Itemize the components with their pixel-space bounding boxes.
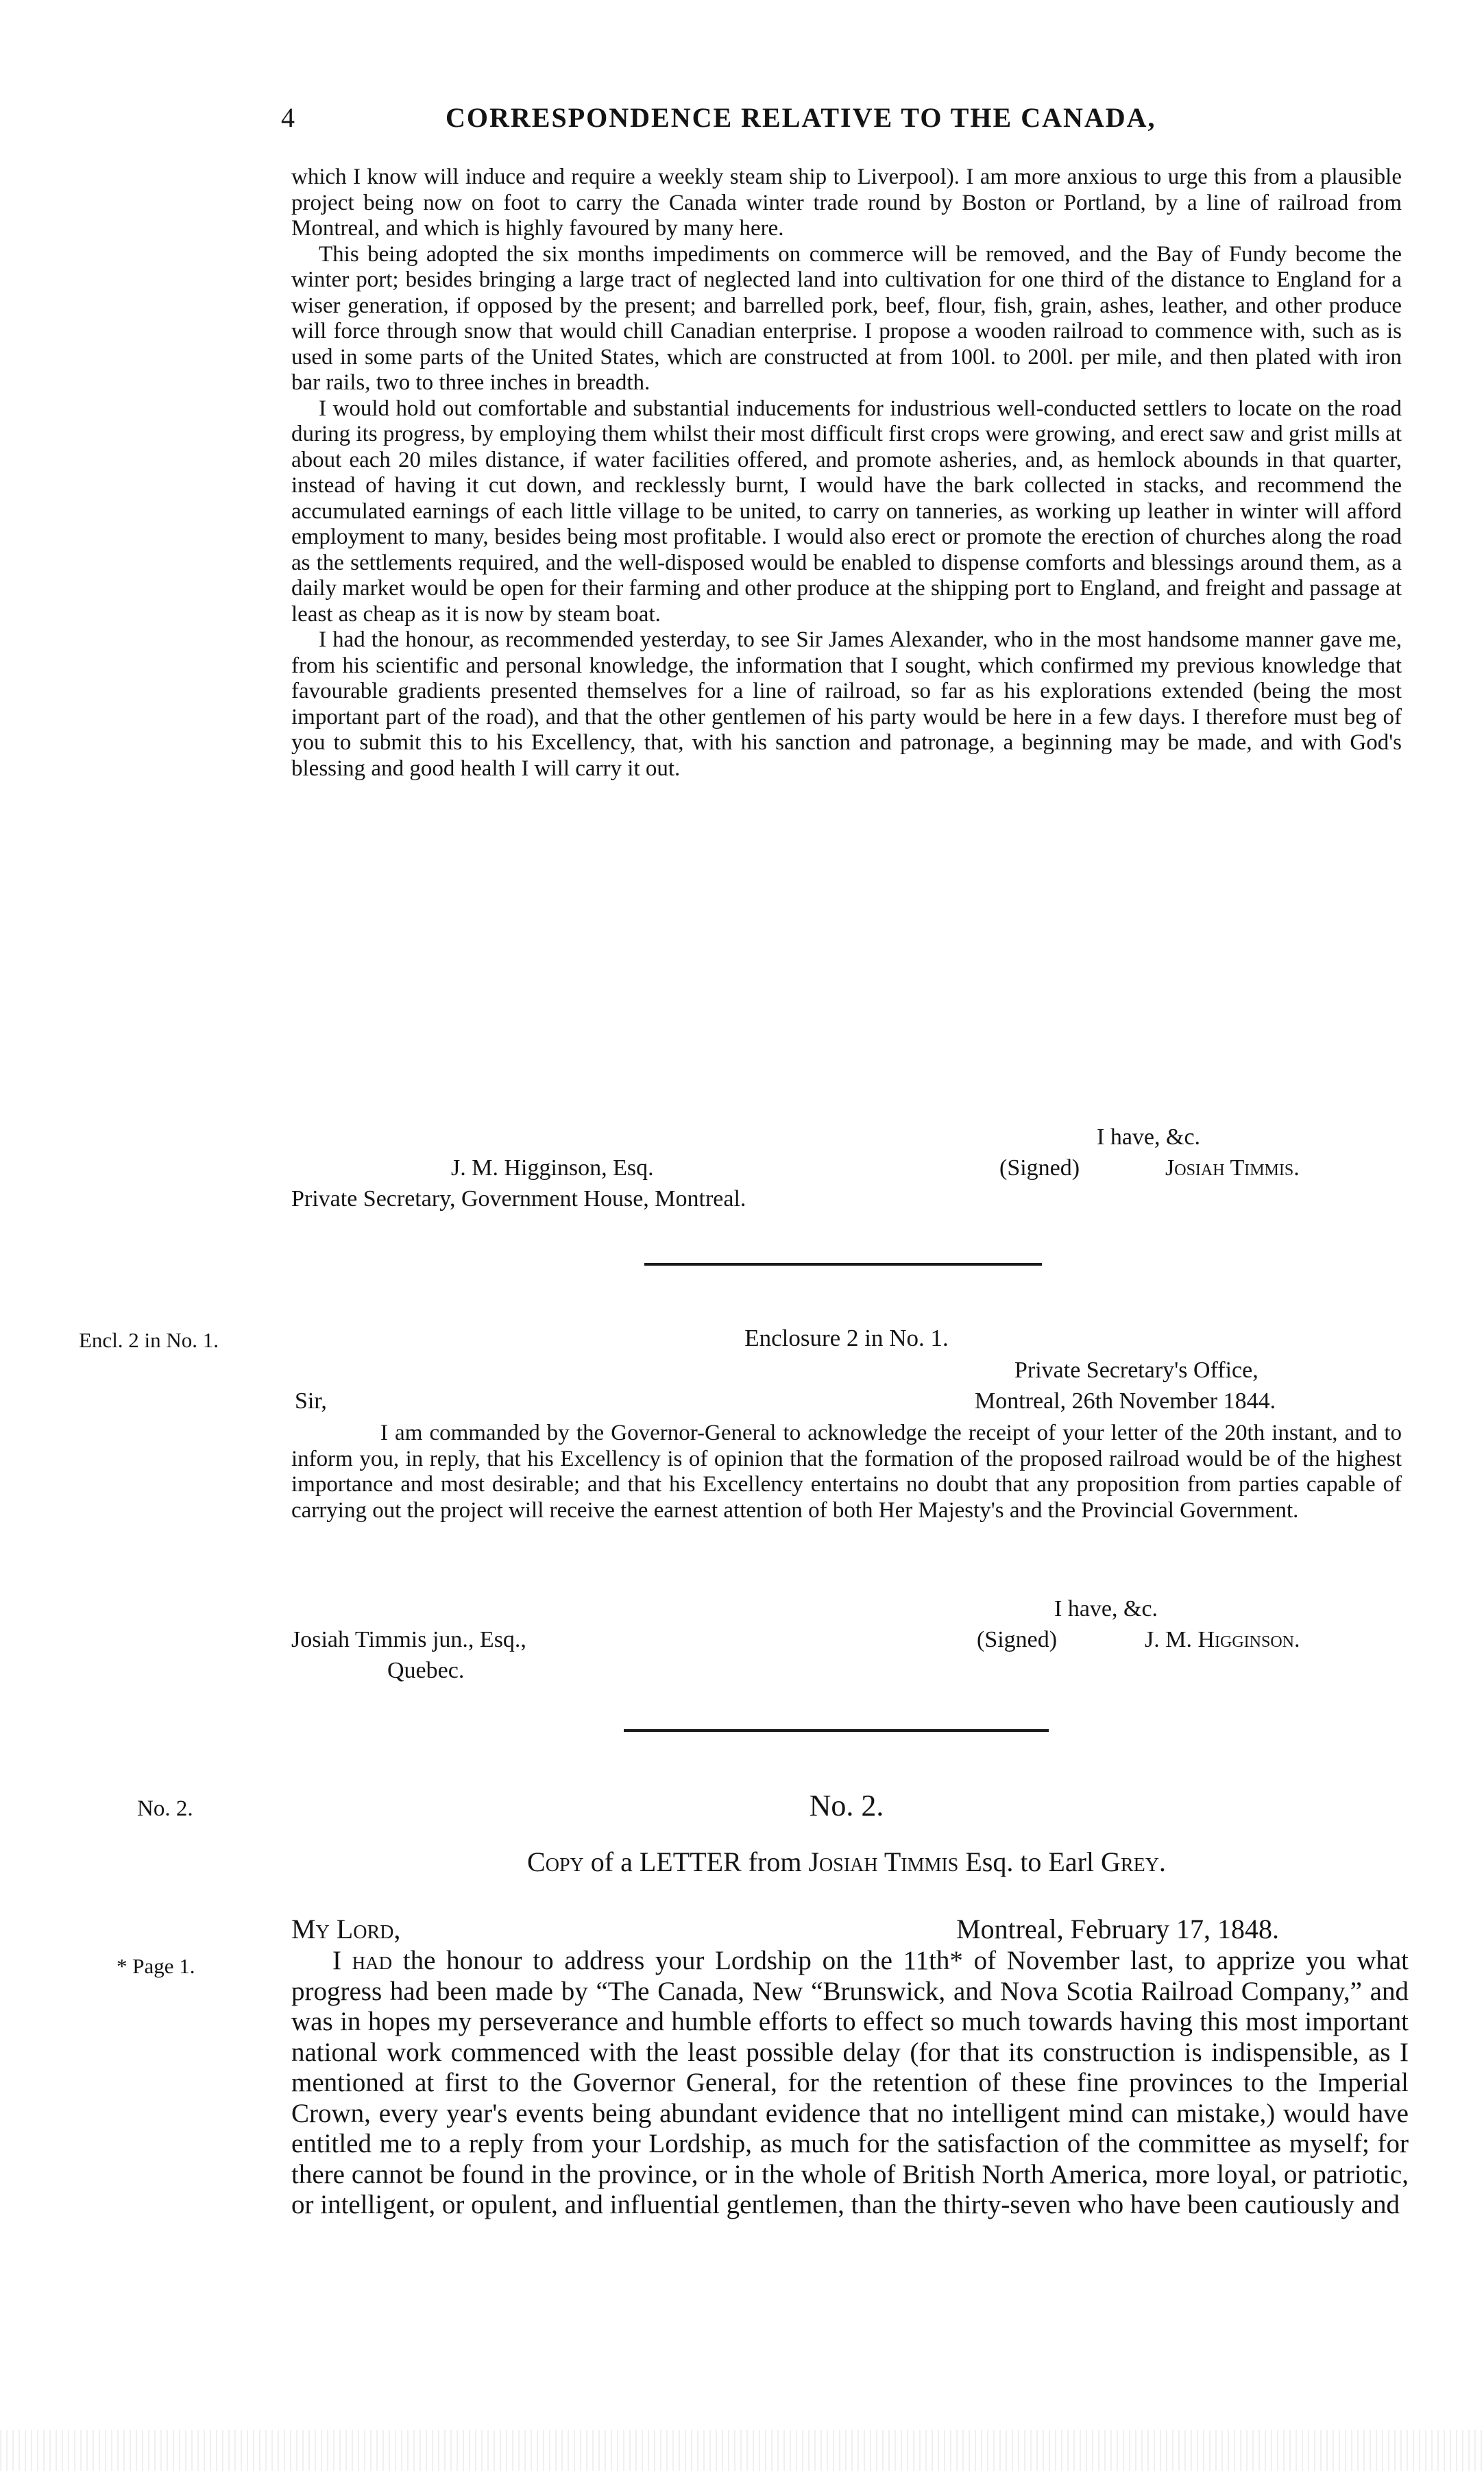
title-letter: LETTER <box>639 1846 742 1877</box>
footnote-marker: * Page 1. <box>117 1954 195 1978</box>
letter-2-body <box>291 1946 1409 2221</box>
letter-2-title <box>291 1846 1402 1878</box>
letter-1-signatory: Josiah Timmis. <box>1165 1155 1300 1181</box>
letter-1-signed: (Signed) <box>999 1155 1080 1181</box>
paragraph: This being adopted the six months impediments on commerce will be removed, and the Bay of Fundy become the winter port; besides bringing a large tract of neglected land into cultivation for one third of the distance to England for a wiser generation, if opposed by the present; and barrelled pork, beef, flour, fish, grain, ashes, leather, and other produce will force through snow that would chill Canadian enterprise. I propose a wooden railroad to commence with, such as is used in some parts of the United States, which are constructed at from 100l. to 200l. per mile, and then plated with iron bar rails, two to three inches in breadth. <box>291 241 1402 395</box>
page-number: 4 <box>281 102 295 133</box>
margin-note-encl-2: Encl. 2 in No. 1. <box>79 1328 219 1352</box>
running-title: CORRESPONDENCE RELATIVE TO THE CANADA, <box>446 102 1156 133</box>
letter-1-body <box>291 165 1402 782</box>
enclosure-2-signatory: J. M. Higginson. <box>1145 1627 1300 1652</box>
paragraph: I would hold out comfortable and substantial inducements for industrious well-conducted settlers to locate on the road during its progress, by employing them whilst their most difficult first crops were growing, and erect saw and grist mills at about each 20 miles distance, if water facilities offered, and promote asheries, and, as hemlock abounds in that quarter, instead of having it cut down, and recklessly burnt, I would have the bark collected in stacks, and recommend the accumulated earnings of each little village to be united, to carry on tanneries, as working up leather in winter will afford employment to many, besides being most profitable. I would also erect or promote the erection of churches along the road as the settlements required, and the well-disposed would be enabled to dispense comforts and blessings around them, as a daily market would be open for their farming and other produce at the shipping port to England, and freight and passage at least as cheap as it is now by steam boat. <box>291 396 1402 627</box>
title-sender: Josiah Timmis <box>808 1846 959 1877</box>
enclosure-2-signed: (Signed) <box>977 1627 1058 1652</box>
letter-2-salutation: My Lord, <box>291 1914 401 1944</box>
section-divider <box>624 1729 1049 1732</box>
enclosure-2-body <box>291 1421 1402 1523</box>
paragraph: which I know will induce and require a weekly steam ship to Liverpool). I am more anxious to urge this from a plausible project being now on foot to carry the Canada winter trade round by Boston or Portland, by a line of railroad from Montreal, and which is highly favoured by many here. <box>291 165 1402 241</box>
paragraph: I am commanded by the Governor-General to acknowledge the receipt of your letter of the 20th instant, and to inform you, in reply, that his Excellency is of opinion that the formation of the proposed railroad would be of the highest importance and most desirable; and that his Excellency entertains no doubt that any proposition from parties capable of carrying out the project will receive the earnest attention of both Her Majesty's and the Provincial Government. <box>291 1421 1402 1523</box>
enclosure-2-heading: Enclosure 2 in No. 1. <box>744 1325 949 1351</box>
enclosure-2-office: Private Secretary's Office, <box>1014 1358 1258 1383</box>
paragraph: I had the honour, as recommended yesterday, to see Sir James Alexander, who in the most handsome manner gave me, from his scientific and personal knowledge, the information that I sought, which confirmed my previous knowledge that favourable gradients presented themselves for a line of railroad, so far as his explorations extended (being the most important part of the road), and that the other gentlemen of his party would be here in a few days. I therefore must beg of you to submit this to his Excellency, that, with his sanction and patronage, a beginning may be made, and with God's blessing and good health I will carry it out. <box>291 627 1402 781</box>
letter-2-place-date: Montreal, February 17, 1848. <box>956 1914 1280 1944</box>
title-copy: Copy <box>527 1846 584 1877</box>
enclosure-2-addressee-place: Quebec. <box>387 1658 465 1683</box>
letter-1-addressee-title: Private Secretary, Government House, Montreal. <box>291 1186 746 1212</box>
letter-1-closing: I have, &c. <box>1097 1124 1201 1150</box>
title-from: from <box>748 1846 802 1877</box>
title-recipient: Grey. <box>1101 1846 1166 1877</box>
body-lead: I had <box>332 1946 393 1975</box>
enclosure-2-salutation: Sir, <box>295 1388 327 1414</box>
letter-1-addressee-name: J. M. Higginson, Esq. <box>451 1155 654 1181</box>
enclosure-2-place-date: Montreal, 26th November 1844. <box>975 1388 1276 1414</box>
section-divider <box>644 1263 1042 1266</box>
title-of-a: of a <box>590 1846 633 1877</box>
enclosure-2-closing: I have, &c. <box>1054 1596 1158 1622</box>
letter-2-number-heading: No. 2. <box>809 1789 884 1822</box>
enclosure-2-addressee-name: Josiah Timmis jun., Esq., <box>291 1627 526 1652</box>
title-esq: Esq. to Earl <box>965 1846 1095 1877</box>
paragraph <box>291 1946 1409 2221</box>
scan-noise <box>0 2430 1484 2471</box>
margin-note-no-2: No. 2. <box>137 1796 193 1821</box>
body-text: the honour to address your Lordship on the 11th* of November last, to apprize you what progress had been made by “The Canada, New “Brunswick, and Nova Scotia Railroad Company,” and was in hopes my perseverance and humble efforts to effect so much towards having this most important national work commenced with the least possible delay (for that its construction is indispensible, as I mentioned at first to the Governor General, for the retention of these fine provinces to the Imperial Crown, every year's events being abundant evidence that no intelligent mind can mistake,) would have entitled me to a reply from your Lordship, as much for the satisfaction of the committee as myself; for there cannot be found in the province, or in the whole of British North America, more loyal, or patriotic, or intelligent, or opulent, and influential gentlemen, than the thirty-seven who have been cautiously and <box>291 1946 1409 2219</box>
